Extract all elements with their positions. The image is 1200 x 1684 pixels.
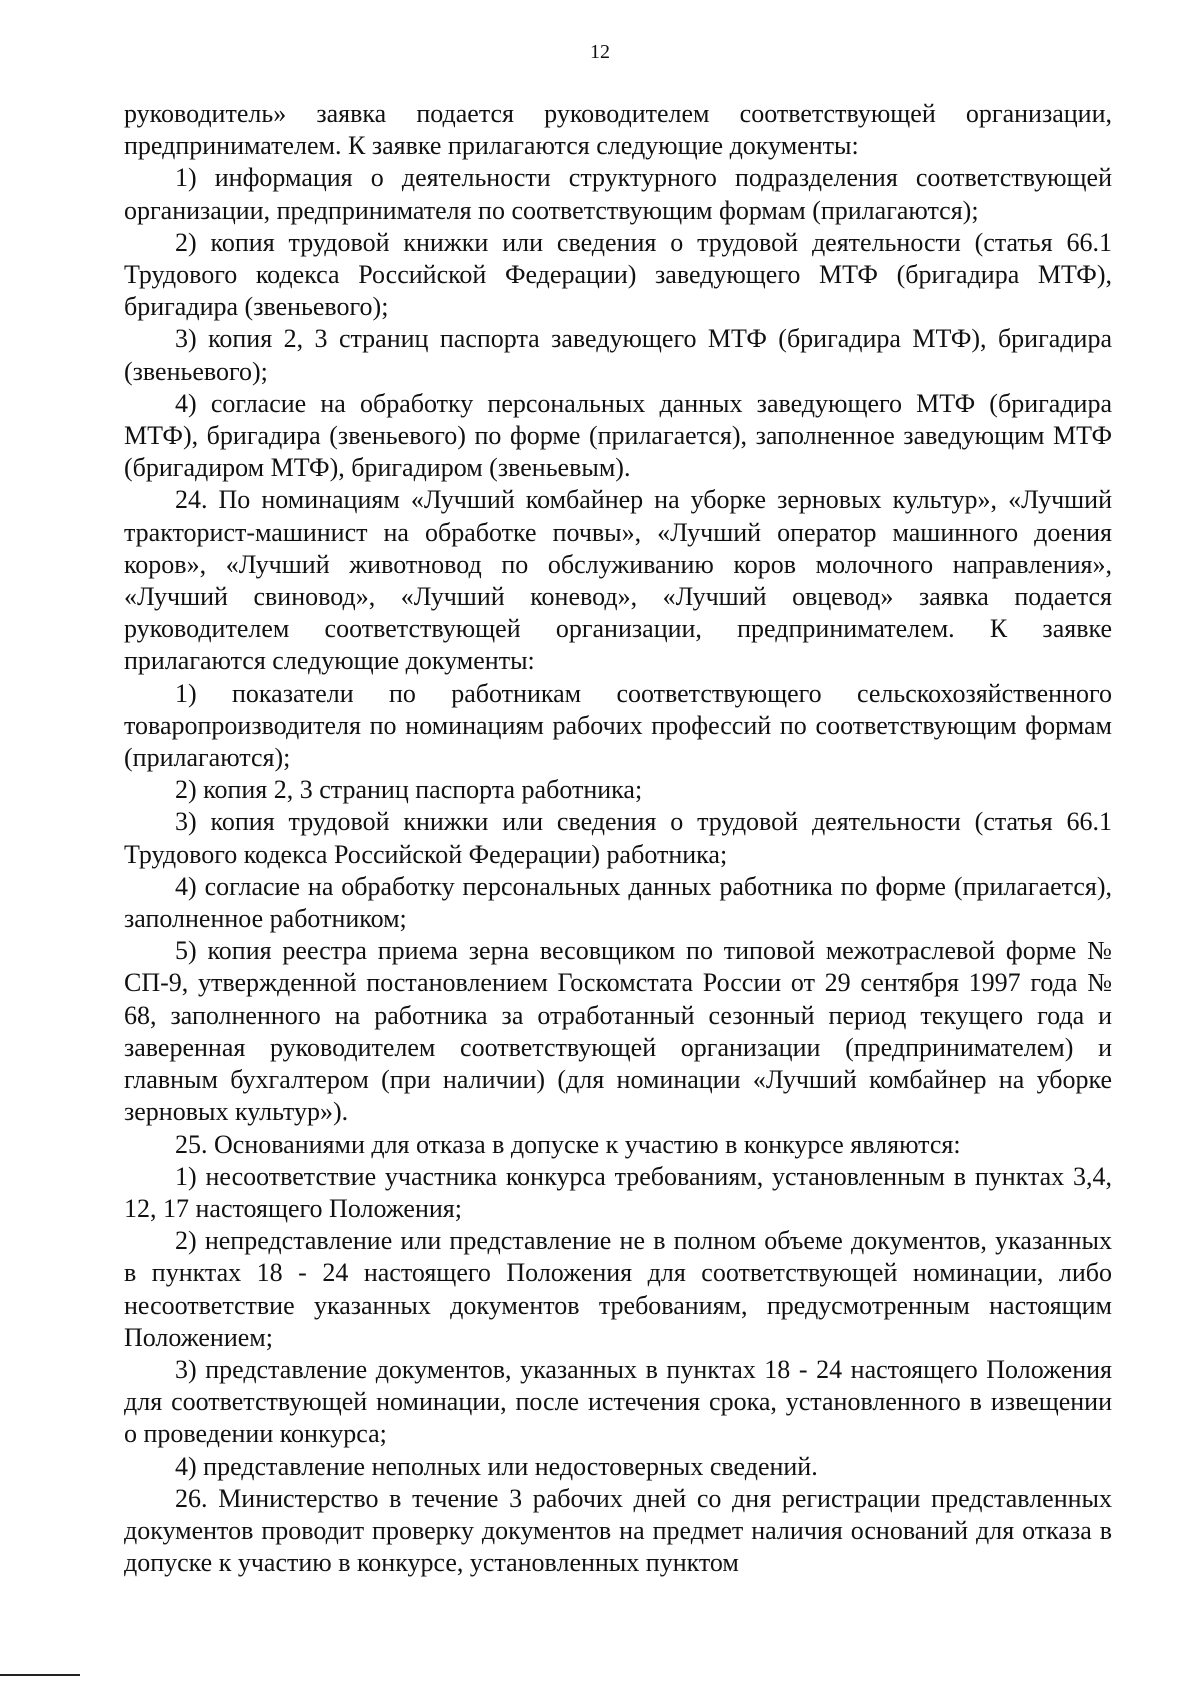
paragraph-item: 4) согласие на обработку персональных данных заведующего МТФ (бригадира МТФ), бригадира (звеньевого) по форме (прилагается), заполненное заведующим МТФ (бригадиром МТФ), бригадиром (звеньевым). [124,388,1112,483]
paragraph-item: 3) копия трудовой книжки или сведения о трудовой деятельности (статья 66.1 Трудового кодекса Российской Федерации) работника; [124,807,1112,869]
paragraph-item: 5) копия реестра приема зерна весовщиком по типовой межотраслевой форме № СП-9, утвержденной постановлением Госкомстата России от 29 сентября 1997 года № 68, заполненного на работника за отработанный сезонный период текущего года и заверенная руководителем соответствующей организации (предпринимателем) и главным бухгалтером (при наличии) (для номинации «Лучший комбайнер на уборке зерновых культур»). [124,936,1112,1127]
document-body [124,98,1112,1579]
paragraph-item: 4) представление неполных или недостоверных сведений. [175,1451,818,1481]
paragraph-item: 2) копия 2, 3 страниц паспорта работника; [175,775,643,805]
paragraph-item: 2) непредставление или представление не в полном объеме документов, указанных в пунктах 18 - 24 настоящего Положения для соответствующей номинации, либо несоответствие указанных документов требованиям, предусмотренным настоящим Положением; [124,1226,1112,1352]
paragraph-item: 3) копия 2, 3 страниц паспорта заведующего МТФ (бригадира МТФ), бригадира (звеньевого); [124,324,1112,386]
paragraph-item: 1) несоответствие участника конкурса требованиям, установленным в пунктах 3,4, 12, 17 настоящего Положения; [124,1161,1112,1223]
paragraph-clause-25: 25. Основаниями для отказа в допуске к участию в конкурсе являются: [175,1129,961,1159]
paragraph-item: 3) представление документов, указанных в пунктах 18 - 24 настоящего Положения для соответствующей номинации, после истечения срока, установленного в извещении о проведении конкурса; [124,1354,1112,1449]
paragraph-item: 1) информация о деятельности структурного подразделения соответствующей организации, предпринимателя по соответствующим формам (прилагаются); [124,163,1112,225]
paragraph-item: 1) показатели по работникам соответствующего сельскохозяйственного товаропроизводителя по номинациям рабочих профессий по соответствующим формам (прилагаются); [124,678,1112,773]
page-number: 12 [590,41,610,63]
paragraph-clause-24: 24. По номинациям «Лучший комбайнер на уборке зерновых культур», «Лучший тракторист-машинист на обработке почвы», «Лучший оператор машинного доения коров», «Лучший животновод по обслуживанию коров молочного направления», «Лучший свиновод», «Лучший коневод», «Лучший овцевод» заявка подается руководителем соответствующей организации, предпринимателем. К заявке прилагаются следующие документы: [124,485,1112,676]
footer-rule [0,1674,80,1676]
paragraph-clause-26: 26. Министерство в течение 3 рабочих дней со дня регистрации представленных документов проводит проверку документов на предмет наличия оснований для отказа в допуске к участию в конкурсе, установленных пунктом [124,1483,1112,1578]
paragraph-item: 2) копия трудовой книжки или сведения о трудовой деятельности (статья 66.1 Трудового кодекса Российской Федерации) заведующего МТФ (бригадира МТФ), бригадира (звеньевого); [124,227,1112,322]
paragraph-continuation: руководитель» заявка подается руководителем соответствующей организации, предпринимателем. К заявке прилагаются следующие документы: [124,99,1112,161]
paragraph-item: 4) согласие на обработку персональных данных работника по форме (прилагается), заполненное работником; [124,871,1112,934]
